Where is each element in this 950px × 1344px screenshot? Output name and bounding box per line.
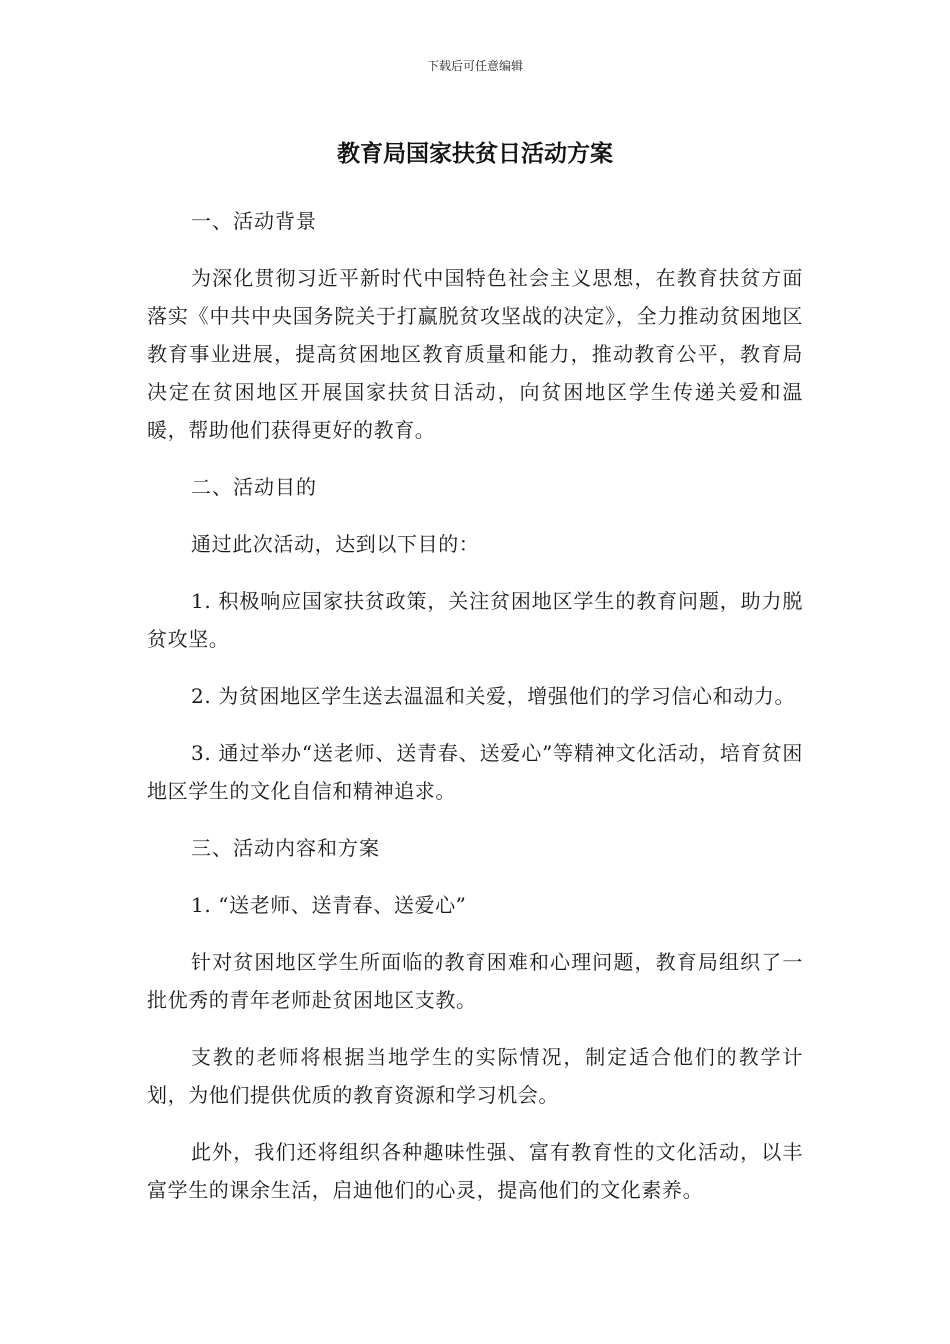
section-heading-content: 三、活动内容和方案 bbox=[191, 836, 380, 860]
paragraph-content-2: 支教的老师将根据当地学生的实际情况，制定适合他们的教学计划，为他们提供优质的教育资源和学习机会。 bbox=[147, 1045, 803, 1107]
list-item-purpose-1: 1. 积极响应国家扶贫政策，关注贫困地区学生的教育问题，助力脱贫攻坚。 bbox=[147, 589, 803, 651]
list-item-purpose-2: 2. 为贫困地区学生送去温温和关爱，增强他们的学习信心和动力。 bbox=[191, 684, 796, 708]
subheading-content-1: 1. “送老师、送青春、送爱心” bbox=[191, 893, 467, 917]
paragraph-content-3: 此外，我们还将组织各种趣味性强、富有教育性的文化活动，以丰富学生的课余生活，启迪他们的心灵，提高他们的文化素养。 bbox=[147, 1140, 803, 1202]
paragraph-purpose-intro: 通过此次活动，达到以下目的： bbox=[191, 532, 480, 556]
paragraph-content-1: 针对贫困地区学生所面临的教育困难和心理问题，教育局组织了一批优秀的青年老师赴贫困地区支教。 bbox=[147, 950, 803, 1012]
document-title: 教育局国家扶贫日活动方案 bbox=[337, 141, 613, 167]
paragraph-background: 为深化贯彻习近平新时代中国特色社会主义思想，在教育扶贫方面落实《中共中央国务院关于打赢脱贫攻坚战的决定》，全力推动贫困地区教育事业进展，提高贫困地区教育质量和能力，推动教育公平，教育局决定在贫困地区开展国家扶贫日活动，向贫困地区学生传递关爱和温暖，帮助他们获得更好的教育。 bbox=[147, 266, 803, 442]
document-body bbox=[147, 202, 803, 1228]
header-note: 下载后可任意编辑 bbox=[426, 59, 523, 73]
list-item-purpose-3: 3. 通过举办“送老师、送青春、送爱心”等精神文化活动，培育贫困地区学生的文化自信和精神追求。 bbox=[147, 741, 803, 803]
section-heading-purpose: 二、活动目的 bbox=[191, 475, 317, 499]
section-heading-background: 一、活动背景 bbox=[191, 209, 317, 233]
